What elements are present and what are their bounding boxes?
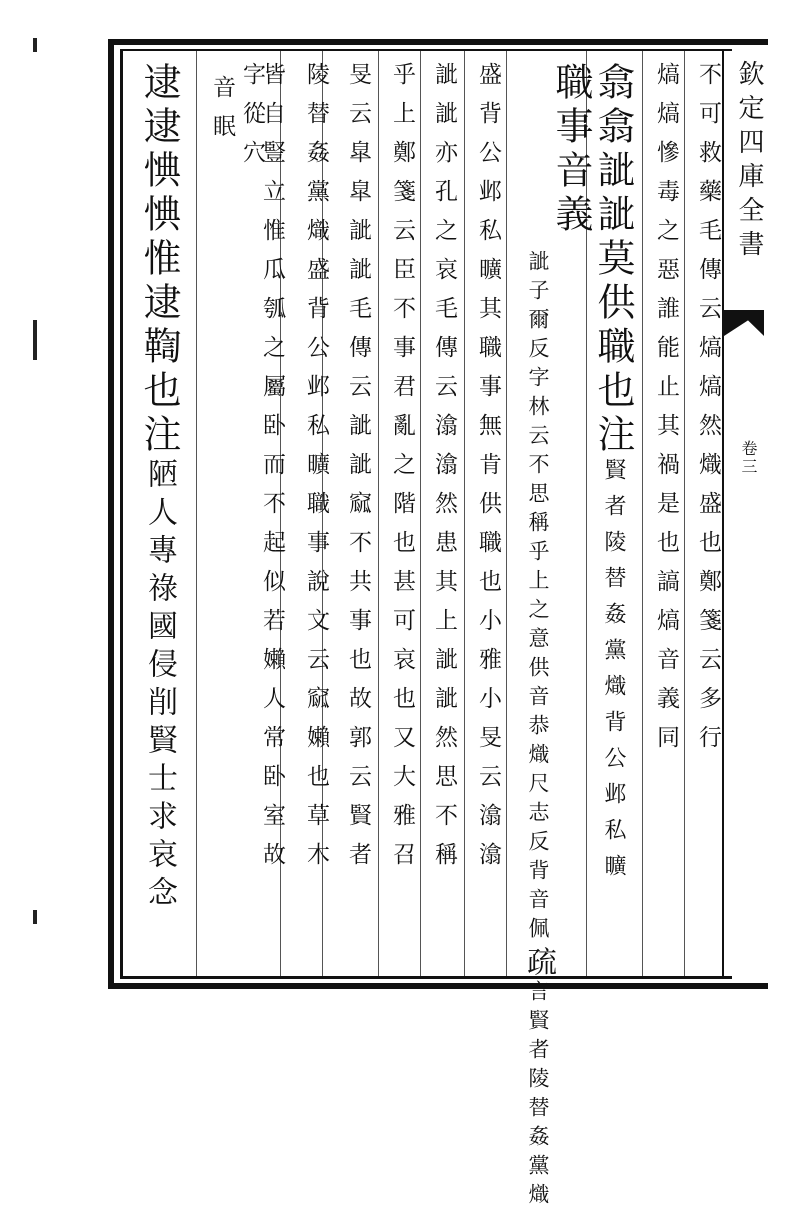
annotation-text: 陋人專祿國侵削賢士求哀念 bbox=[142, 458, 177, 914]
column-rule bbox=[684, 51, 685, 976]
inner-border bbox=[120, 976, 732, 979]
column-rule bbox=[420, 51, 421, 976]
edge-mark bbox=[33, 320, 37, 360]
adjacent-page-edge bbox=[0, 30, 60, 1030]
book-title: 欽定四庫全書 bbox=[734, 60, 764, 264]
annotation-text: 賢者陵替姦黨熾背公邺私曠 bbox=[601, 458, 626, 890]
main-text: 翕翕訿訿莫供職也注 bbox=[591, 62, 635, 458]
text-column bbox=[591, 62, 635, 890]
text-column: 訿訿亦孔之哀毛傳云潝潝然患其上訿訿然思不稱 bbox=[431, 62, 457, 881]
column-rule bbox=[378, 51, 379, 976]
text-column bbox=[520, 62, 593, 238]
annotation-text: 訿子爾反字林云不思稱乎上之意供音恭熾尺志反背音佩疏言賢者陵替姦黨熾 bbox=[521, 250, 556, 1212]
inner-border bbox=[120, 49, 732, 51]
text-column: 旻云皐皐訿訿毛傳云訿訿窳不共事也故郭云賢者 bbox=[345, 62, 371, 881]
text-column: 熇熇慘毒之惡誰能止其禍是也謞熇音義同 bbox=[653, 62, 679, 764]
inner-border bbox=[120, 49, 123, 979]
column-rule bbox=[506, 51, 507, 976]
text-column: 乎上鄭箋云臣不事君亂之階也甚可哀也又大雅召 bbox=[389, 62, 415, 881]
text-column: 盛背公邺私曠其職事無肯供職也小雅小旻云潝潝 bbox=[475, 62, 501, 881]
edge-mark bbox=[33, 910, 37, 924]
text-column: 字從穴 bbox=[239, 62, 265, 179]
column-rule bbox=[196, 51, 197, 976]
text-column: 皆自豎立惟瓜瓠之屬卧而不起似若嬾人常卧室故 bbox=[259, 62, 285, 881]
text-column: 陵替姦黨熾盛背公邺私曠職事說文云窳嬾也草木 bbox=[303, 62, 329, 881]
volume-label: 卷三 bbox=[739, 440, 758, 476]
text-column: 不可救藥毛傳云熇熇然熾盛也鄭箋云多行 bbox=[695, 62, 721, 764]
main-text: 逮逮㥏㥏惟逮鞫也注 bbox=[137, 62, 181, 458]
column-rule bbox=[642, 51, 643, 976]
main-text: 職事音義 bbox=[549, 62, 593, 238]
edge-mark bbox=[33, 38, 37, 52]
commentary-marker: 疏 bbox=[521, 946, 556, 980]
text-column: 音眠 bbox=[209, 75, 235, 153]
text-column bbox=[137, 62, 181, 914]
column-rule bbox=[464, 51, 465, 976]
